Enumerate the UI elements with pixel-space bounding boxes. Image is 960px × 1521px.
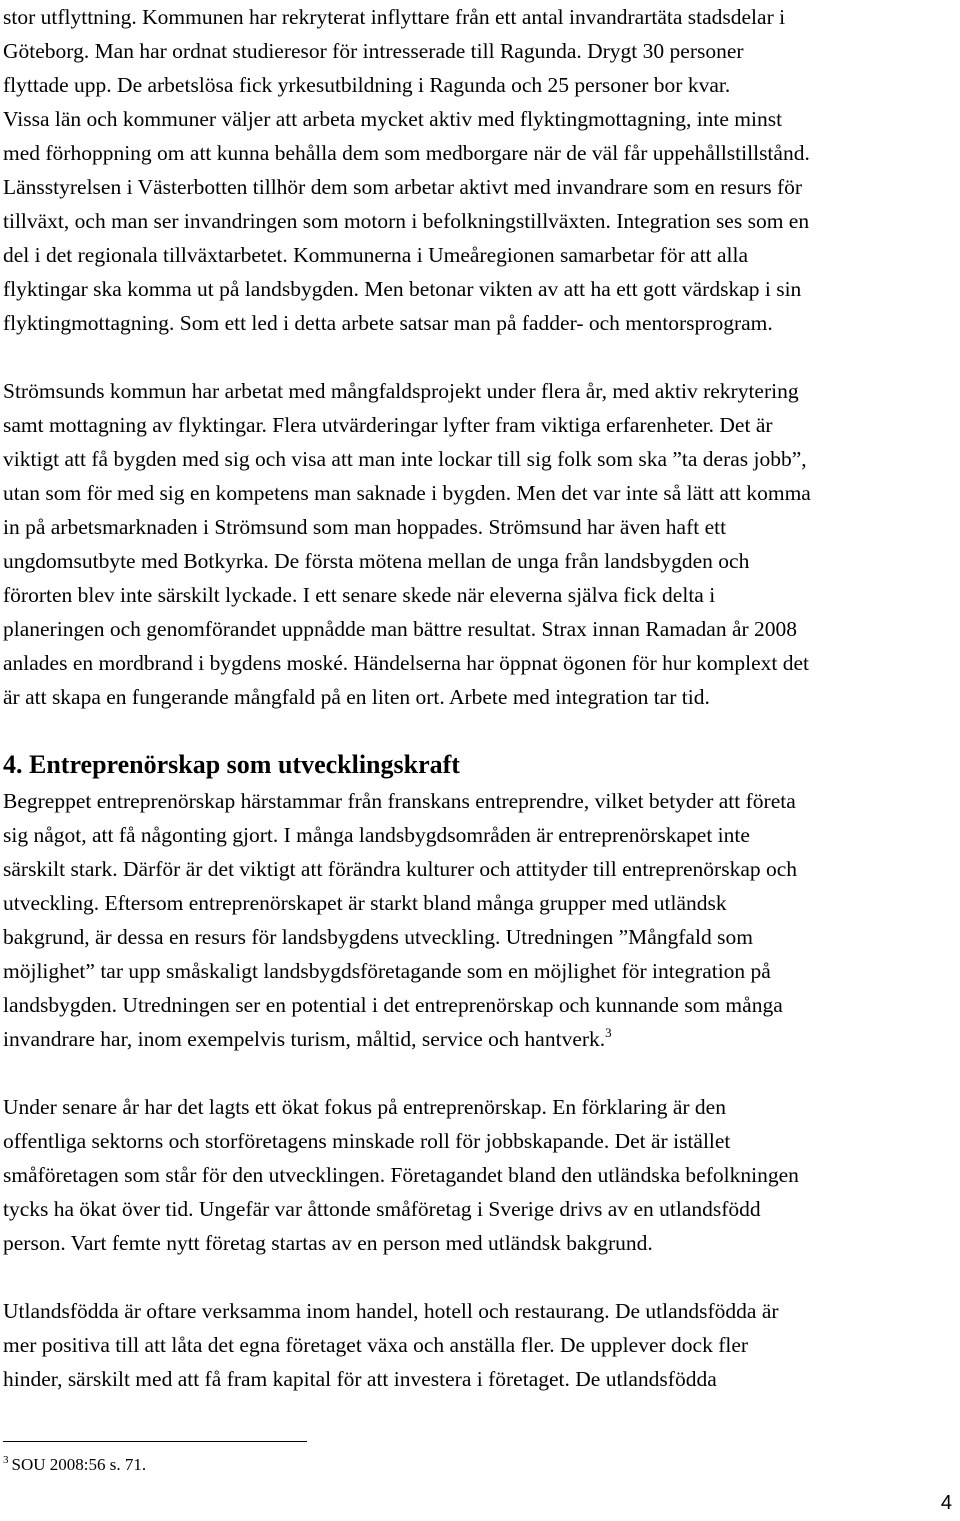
text-line: anlades en mordbrand i bygdens moské. Händelserna har öppnat ögonen för hur komplext det xyxy=(3,651,810,675)
paragraph-2 xyxy=(3,102,955,340)
text-line: person. Vart femte nytt företag startas av en person med utländsk bakgrund. xyxy=(3,1231,653,1255)
text-line: särskilt stark. Därför är det viktigt att förändra kulturer och attityder till entreprenörskap och xyxy=(3,857,798,881)
text-line: Strömsunds kommun har arbetat med mångfaldsprojekt under flera år, med aktiv rekrytering xyxy=(3,379,799,403)
section-heading: 4. Entreprenörskap som utvecklingskraft xyxy=(3,750,460,779)
paragraph-spacer xyxy=(3,1056,955,1090)
text-line: bakgrund, är dessa en resurs för landsbygdens utveckling. Utredningen ”Mångfald som xyxy=(3,925,753,949)
text-line: mer positiva till att låta det egna företaget växa och anställa fler. De upplever dock fler xyxy=(3,1333,749,1357)
text-line: utan som för med sig en kompetens man saknade i bygden. Men det var inte så lätt att komma xyxy=(3,481,811,505)
text-line: viktigt att få bygden med sig och visa att man inte lockar till sig folk som ska ”ta deras jobb”, xyxy=(3,447,807,471)
footnote-text: SOU 2008:56 s. 71. xyxy=(11,1455,147,1474)
paragraph-6 xyxy=(3,1294,955,1396)
text-line: flyktingmottagning. Som ett led i detta arbete satsar man på fadder- och mentorsprogram. xyxy=(3,311,773,335)
paragraph-3 xyxy=(3,374,955,714)
document-page xyxy=(3,0,955,1396)
text-line: del i det regionala tillväxtarbetet. Kommunerna i Umeåregionen samarbetar för att alla xyxy=(3,243,749,267)
text-line: tillväxt, och man ser invandringen som motorn i befolkningstillväxten. Integration ses som en xyxy=(3,209,810,233)
paragraph-spacer xyxy=(3,1260,955,1294)
text-line: Länsstyrelsen i Västerbotten tillhör dem som arbetar aktivt med invandrare som en resurs för xyxy=(3,175,803,199)
text-line: med förhoppning om att kunna behålla dem som medborgare när de väl får uppehållstillstånd. xyxy=(3,141,810,165)
text-line: samt mottagning av flyktingar. Flera utvärderingar lyfter fram viktiga erfarenheter. Det är xyxy=(3,413,773,437)
text-line: ungdomsutbyte med Botkyrka. De första mötena mellan de unga från landsbygden och xyxy=(3,549,750,573)
text-line: Begreppet entreprenörskap härstammar från franskans entreprendre, vilket betyder att företa xyxy=(3,789,796,813)
text-line: tycks ha ökat över tid. Ungefär var åttonde småföretag i Sverige drivs av en utlandsfödd xyxy=(3,1197,761,1221)
footnote-number: 3 xyxy=(3,1454,9,1466)
footnote xyxy=(3,1453,146,1477)
text-line: utveckling. Eftersom entreprenörskapet är starkt bland många grupper med utländsk xyxy=(3,891,727,915)
text-line xyxy=(3,1022,955,1056)
text-line: sig något, att få någonting gjort. I många landsbygdsområden är entreprenörskapet inte xyxy=(3,823,750,847)
text-line: Vissa län och kommuner väljer att arbeta mycket aktiv med flyktingmottagning, inte minst xyxy=(3,107,783,131)
text-line-content: invandrare har, inom exempelvis turism, måltid, service och hantverk. xyxy=(3,1027,606,1051)
paragraph-1 xyxy=(3,0,955,102)
text-line: förorten blev inte särskilt lyckade. I ett senare skede när eleverna själva fick delta i xyxy=(3,583,716,607)
paragraph-5 xyxy=(3,1090,955,1260)
text-line: Göteborg. Man har ordnat studieresor för intresserade till Ragunda. Drygt 30 personer xyxy=(3,39,744,63)
text-line: Under senare år har det lagts ett ökat fokus på entreprenörskap. En förklaring är den xyxy=(3,1095,726,1119)
footnote-separator xyxy=(3,1441,307,1442)
paragraph-4 xyxy=(3,784,955,1056)
text-line: landsbygden. Utredningen ser en potential i det entreprenörskap och kunnande som många xyxy=(3,993,783,1017)
text-line: offentliga sektorns och storföretagens minskade roll för jobbskapande. Det är istället xyxy=(3,1129,731,1153)
text-line: stor utflyttning. Kommunen har rekryterat inflyttare från ett antal invandrartäta stadsdelar i xyxy=(3,5,786,29)
text-line: Utlandsfödda är oftare verksamma inom handel, hotell och restaurang. De utlandsfödda är xyxy=(3,1299,779,1323)
text-line: flyttade upp. De arbetslösa fick yrkesutbildning i Ragunda och 25 personer bor kvar. xyxy=(3,73,731,97)
page-number: 4 xyxy=(940,1492,952,1514)
paragraph-spacer xyxy=(3,714,955,742)
paragraph-spacer xyxy=(3,340,955,374)
text-line: är att skapa en fungerande mångfald på en liten ort. Arbete med integration tar tid. xyxy=(3,685,710,709)
footnote-reference[interactable]: 3 xyxy=(605,1025,612,1040)
text-line: flyktingar ska komma ut på landsbygden. Men betonar vikten av att ha ett gott värdskap i sin xyxy=(3,277,802,301)
text-line: möjlighet” tar upp småskaligt landsbygdsföretagande som en möjlighet för integration på xyxy=(3,959,771,983)
text-line: in på arbetsmarknaden i Strömsund som man hoppades. Strömsund har även haft ett xyxy=(3,515,727,539)
text-line: hinder, särskilt med att få fram kapital för att investera i företaget. De utlandsfödda xyxy=(3,1367,717,1391)
text-line: småföretagen som står för den utvecklingen. Företagandet bland den utländska befolkningen xyxy=(3,1163,799,1187)
text-line: planeringen och genomförandet uppnådde man bättre resultat. Strax innan Ramadan år 2008 xyxy=(3,617,798,641)
